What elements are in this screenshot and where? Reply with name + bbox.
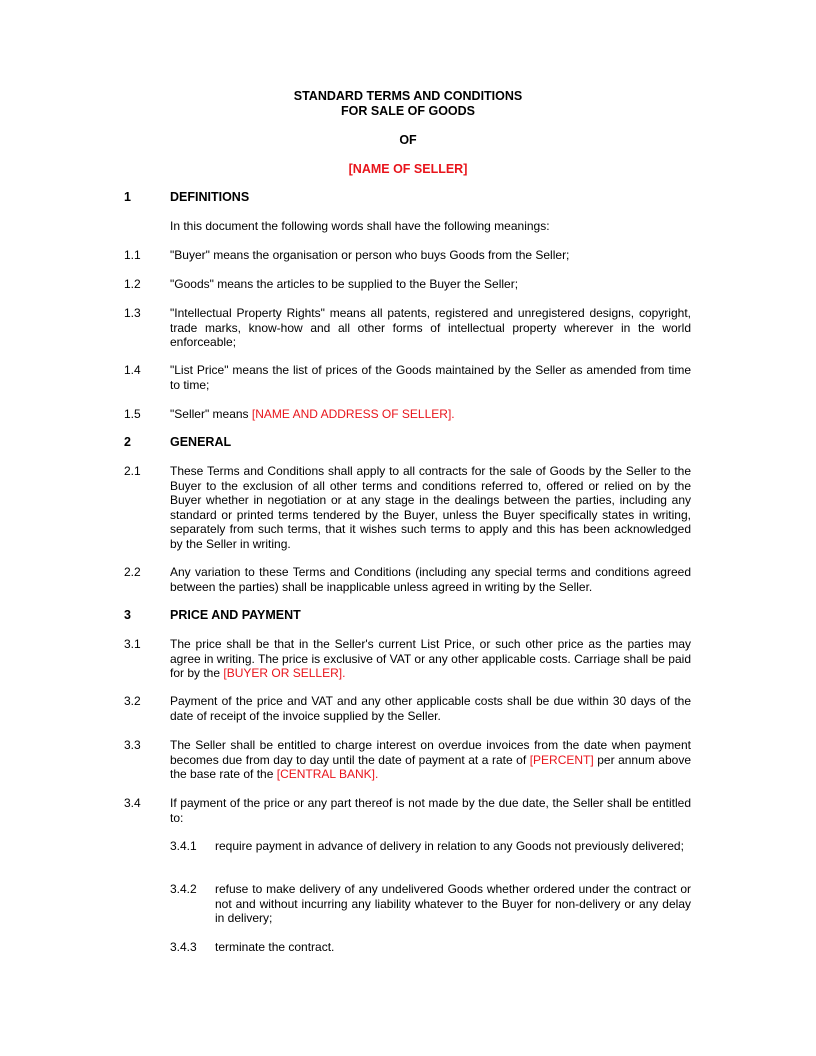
clause-number: 3.1 — [124, 637, 141, 651]
clause-number: 1.2 — [124, 277, 141, 291]
clause-3-4-3 — [170, 940, 691, 955]
title-line-2: FOR SALE OF GOODS — [340, 104, 476, 118]
clause-number: 2.1 — [124, 464, 141, 478]
section-number: 1 — [124, 190, 131, 204]
clause-3-3 — [124, 738, 691, 782]
clause-text: Any variation to these Terms and Conditions (including any special terms and conditions agreed between the parties) shall be inapplicable unless agreed in writing by the Seller. — [170, 565, 691, 594]
clause-number: 3.2 — [124, 694, 141, 708]
clause-end: . — [375, 767, 379, 782]
clause-1-2 — [124, 277, 691, 292]
clause-1-4 — [124, 363, 691, 392]
section-number: 2 — [124, 435, 131, 449]
clause-number: 3.3 — [124, 738, 141, 752]
clause-text: refuse to make delivery of any undelivered Goods whether ordered under the contract or not and without incurring any liability whatever to the Buyer for non-delivery or any delay in delivery; — [215, 882, 691, 926]
clause-number: 2.2 — [124, 565, 141, 579]
clause-end: . — [451, 407, 455, 421]
clause-3-2 — [124, 694, 691, 723]
central-bank-placeholder: [CENTRAL BANK] — [276, 767, 375, 782]
clause-1-1 — [124, 248, 691, 263]
seller-name-placeholder: [NAME OF SELLER] — [348, 162, 468, 176]
clause-3-1 — [124, 637, 691, 681]
clause-number: 1.4 — [124, 363, 141, 377]
clause-2-1 — [124, 464, 691, 552]
clause-number: 3.4.1 — [170, 839, 197, 853]
seller-address-placeholder: [NAME AND ADDRESS OF SELLER] — [251, 407, 452, 421]
clause-2-2 — [124, 565, 691, 594]
clause-text: terminate the contract. — [215, 940, 335, 954]
clause-number: 1.3 — [124, 306, 141, 320]
clause-text — [170, 637, 691, 681]
section-number: 3 — [124, 608, 131, 622]
definitions-intro: In this document the following words shall have the following meanings: — [170, 219, 550, 233]
buyer-or-seller-placeholder: [BUYER OR SELLER] — [223, 666, 343, 681]
clause-1-3 — [124, 306, 691, 350]
clause-text-part: "Seller" means — [170, 407, 252, 421]
document-title — [0, 89, 816, 119]
clause-end: . — [342, 666, 346, 681]
clause-number: 1.1 — [124, 248, 141, 262]
clause-text — [170, 738, 691, 782]
clause-text-part: per annum above the base rate of the — [170, 752, 691, 782]
section-title: GENERAL — [170, 435, 232, 449]
clause-text-part: The price shall be that in the Seller's current List Price, or such other price as the parties may agree in writing. The price is exclusive of VAT or any other applicable costs. Carriage shall be paid for by the — [170, 637, 691, 681]
clause-text-part: The Seller shall be entitled to charge interest on overdue invoices from the date when payment becomes due from day to day until the date of payment at a rate of — [170, 738, 691, 767]
clause-text: These Terms and Conditions shall apply to all contracts for the sale of Goods by the Seller to the Buyer to the exclusion of all other terms and conditions referred to, offered or relied on by the Buyer whether in negotiation or at any stage in the dealings between the parties, including any standard or printed terms tendered by the Buyer, unless the Buyer specifically states in writing, separately from such terms, that it wishes such terms to apply and this has been acknowledged by the Seller in writing. — [170, 464, 691, 551]
clause-text: "List Price" means the list of prices of the Goods maintained by the Seller as amended from time to time; — [170, 363, 691, 392]
clause-text: "Buyer" means the organisation or person who buys Goods from the Seller; — [170, 248, 570, 262]
clause-3-4-2 — [170, 882, 691, 926]
clause-text: "Intellectual Property Rights" means all patents, registered and unregistered designs, copyright, trade marks, know-how and all other forms of intellectual property wherever in the world enforceable; — [170, 306, 691, 350]
section-title: PRICE AND PAYMENT — [170, 608, 301, 622]
clause-number: 3.4.3 — [170, 940, 197, 954]
percent-placeholder: [PERCENT] — [529, 752, 594, 767]
clause-text: If payment of the price or any part thereof is not made by the due date, the Seller shall be entitled to: — [170, 796, 691, 825]
clause-number: 1.5 — [124, 407, 141, 421]
clause-text: Payment of the price and VAT and any other applicable costs shall be due within 30 days of the date of receipt of the invoice supplied by the Seller. — [170, 694, 691, 723]
clause-3-4-1 — [170, 839, 691, 854]
section-title: DEFINITIONS — [170, 190, 250, 204]
clause-number: 3.4.2 — [170, 882, 197, 896]
clause-1-5 — [124, 407, 691, 422]
title-line-1: STANDARD TERMS AND CONDITIONS — [293, 89, 523, 103]
clause-number: 3.4 — [124, 796, 141, 810]
clause-text: "Goods" means the articles to be supplied to the Buyer the Seller; — [170, 277, 519, 291]
title-of: OF — [399, 133, 417, 147]
clause-3-4 — [124, 796, 691, 825]
clause-text — [170, 407, 691, 422]
clause-text: require payment in advance of delivery in relation to any Goods not previously delivered; — [215, 839, 684, 853]
